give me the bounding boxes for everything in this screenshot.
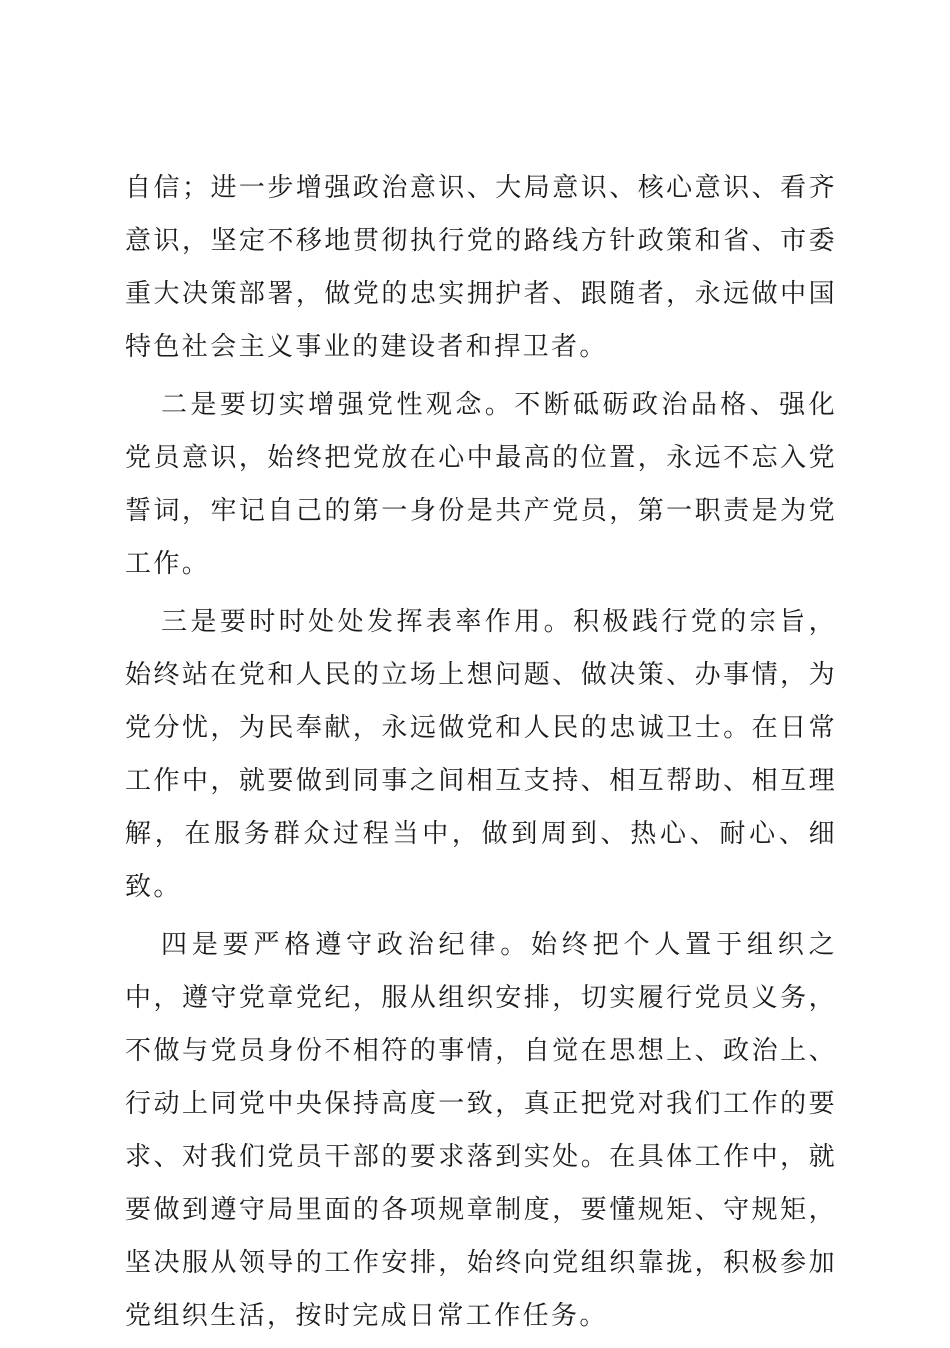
paragraph-point-three: 三是要时时处处发挥表率作用。积极践行党的宗旨，始终站在党和人民的立场上想问题、做决策、办事情，为党分忧，为民奉献，永远做党和人民的忠诚卫士。在日常工作中，就要做到同事之间相互支持、相互帮助、相互理解，在服务群众过程当中，做到周到、热心、耐心、细致。 (125, 607, 837, 902)
paragraph-point-two: 二是要切实增强党性观念。不断砥砺政治品格、强化党员意识，始终把党放在心中最高的位置，永远不忘入党誓词，牢记自己的第一身份是共产党员，第一职责是为党工作。 (125, 390, 837, 579)
paragraph-continued: 自信；进一步增强政治意识、大局意识、核心意识、看齐意识，坚定不移地贯彻执行党的路线方针政策和省、市委重大决策部署，做党的忠实拥护者、跟随者，永远做中国特色社会主义事业的建设者和捍卫者。 (125, 173, 837, 362)
paragraph-point-four: 四是要严格遵守政治纪律。始终把个人置于组织之中，遵守党章党纪，服从组织安排，切实履行党员义务，不做与党员身份不相符的事情，自觉在思想上、政治上、行动上同党中央保持高度一致，真正把党对我们工作的要求、对我们党员干部的要求落到实处。在具体工作中，就要做到遵守局里面的各项规章制度，要懂规矩、守规矩，坚决服从领导的工作安排，始终向党组织靠拢，积极参加党组织生活，按时完成日常工作任务。 (125, 930, 837, 1331)
document-body (125, 162, 837, 1348)
